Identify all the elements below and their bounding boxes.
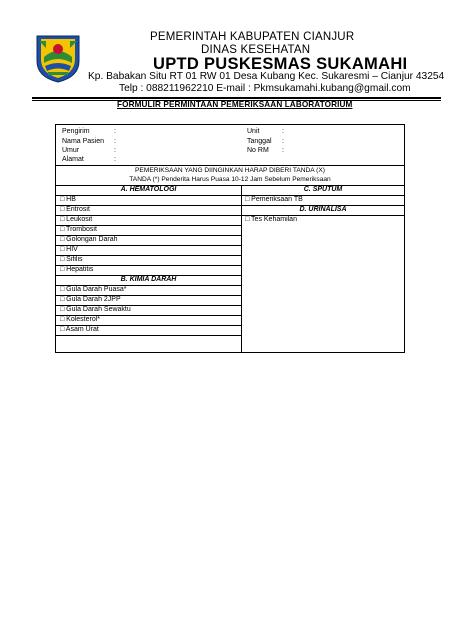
section-a-title: A. HEMATOLOGI [120, 186, 177, 193]
regency-crest-logo [33, 33, 83, 83]
form-title: FORMULIR PERMINTAAN PEMERIKSAAN LABORATORIUM [117, 100, 353, 109]
checkbox-gula-darah-sewaktu[interactable]: □ Gula Darah Sewaktu [60, 306, 131, 313]
field-colon: : [282, 138, 284, 145]
checkbox-sifilis[interactable]: □ Sifilis [60, 256, 83, 263]
checkbox-gula-darah-puasa[interactable]: □ Gula Darah Puasa* [60, 286, 127, 293]
address-line: Kp. Babakan Situ RT 01 RW 01 Desa Kubang Kec. Sukaresmi – Cianjur 43254 [88, 71, 445, 82]
divider [56, 245, 241, 246]
field-colon: : [282, 128, 284, 135]
government-name: PEMERINTAH KABUPATEN CIANJUR [150, 31, 355, 43]
divider [56, 335, 241, 336]
divider [56, 195, 241, 196]
letterhead [0, 0, 474, 110]
field-label-nama-pasien: Nama Pasien [62, 138, 105, 145]
checkbox-hiv[interactable]: □ HIV [60, 246, 78, 253]
field-label-unit: Unit [247, 128, 260, 135]
checkbox-pemeriksaan-tb[interactable]: □ Pemeriksaan TB [245, 196, 303, 203]
institution-name: UPTD PUSKESMAS SUKAMAHI [153, 55, 408, 73]
section-c-title: C. SPUTUM [303, 186, 343, 193]
checkbox-eritrosit[interactable]: □ Eritrosit [60, 206, 90, 213]
letterhead-rule-thick [32, 97, 441, 99]
checkbox-trombosit[interactable]: □ Trombosit [60, 226, 97, 233]
field-label-alamat: Alamat [62, 156, 84, 163]
field-label-no-rm: No RM [247, 147, 269, 154]
checkbox-kolesterol[interactable]: □ Kolesterol* [60, 316, 101, 323]
field-colon: : [114, 128, 116, 135]
field-label-pengirim: Pengirim [62, 128, 90, 135]
field-label-tanggal: Tanggal [247, 138, 272, 145]
checkbox-hepatitis[interactable]: □ Hepatitis [60, 266, 94, 273]
divider [56, 255, 241, 256]
field-label-umur: Umur [62, 147, 80, 154]
section-b-title: B. KIMIA DARAH [120, 276, 177, 283]
checkbox-gula-darah-2jpp[interactable]: □ Gula Darah 2JPP [60, 296, 121, 303]
divider [56, 165, 404, 166]
lab-request-form [55, 124, 405, 353]
field-colon: : [282, 147, 284, 154]
field-colon: : [114, 138, 116, 145]
checkbox-golongan-darah[interactable]: □ Golongan Darah [60, 236, 118, 243]
checkbox-tes-kehamilan[interactable]: □ Tes Kehamilan [245, 216, 297, 223]
field-colon: : [114, 147, 116, 154]
department-name: DINAS KESEHATAN [201, 44, 311, 56]
instruction-fasting: TANDA (*) Penderita Harus Puasa 10-12 Jam Sebelum Pemeriksaan [129, 176, 331, 183]
checkbox-hb[interactable]: □ HB [60, 196, 76, 203]
checkbox-asam-urat[interactable]: □ Asam Urat [60, 326, 99, 333]
section-d-title: D. URINALISA [299, 206, 347, 213]
contact-line: Telp : 088211962210 E-mail : Pkmsukamahi.kubang@gmail.com [119, 83, 411, 94]
instruction-mark-x: PEMERIKSAAN YANG DIINGINKAN HARAP DIBERI TANDA (X) [135, 167, 325, 174]
field-colon: : [114, 156, 116, 163]
checkbox-leukosit[interactable]: □ Leukosit [60, 216, 93, 223]
